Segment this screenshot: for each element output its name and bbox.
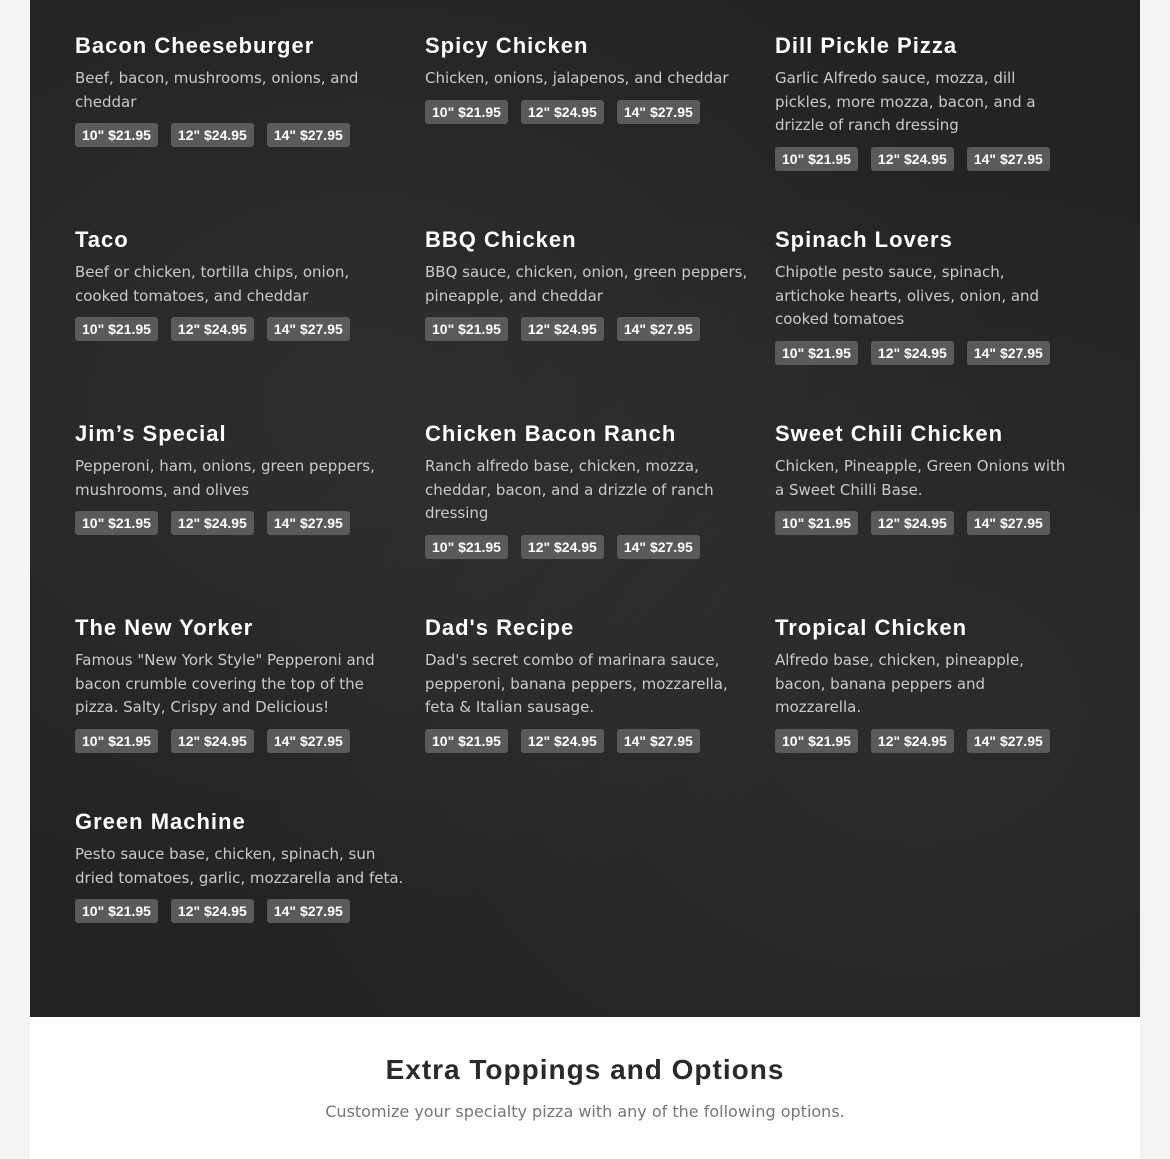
menu-item-name: Jim’s Special: [75, 421, 227, 446]
price-tag: 14" $27.95: [617, 535, 700, 559]
price-tag: 14" $27.95: [967, 147, 1050, 171]
price-tag: 10" $21.95: [425, 100, 508, 124]
menu-item-name: Chicken Bacon Ranch: [425, 421, 677, 446]
menu-item-description: Chicken, onions, jalapenos, and cheddar: [425, 69, 729, 87]
price-tag: 14" $27.95: [967, 341, 1050, 365]
price-tag: 12" $24.95: [871, 341, 954, 365]
menu-item: [75, 808, 425, 1002]
price-tag: 12" $24.95: [871, 147, 954, 171]
menu-item: [775, 32, 1095, 226]
menu-item-name: Dill Pickle Pizza: [775, 33, 958, 58]
menu-item: [75, 420, 425, 614]
price-list: [775, 511, 1075, 535]
price-tag: 14" $27.95: [617, 729, 700, 753]
menu-item-name: The New Yorker: [75, 615, 254, 640]
price-list: [75, 123, 405, 147]
page: [30, 0, 1140, 1159]
price-tag: 10" $21.95: [775, 341, 858, 365]
price-tag: 10" $21.95: [775, 729, 858, 753]
menu-item-description: Garlic Alfredo sauce, mozza, dill pickles, more mozza, bacon, and a drizzle of ranch dressing: [775, 69, 1036, 134]
price-list: [425, 535, 755, 559]
price-list: [75, 317, 405, 341]
price-tag: 14" $27.95: [267, 899, 350, 923]
price-tag: 10" $21.95: [775, 511, 858, 535]
price-list: [775, 147, 1075, 171]
menu-item-name: Taco: [75, 227, 129, 252]
price-tag: 10" $21.95: [425, 729, 508, 753]
price-list: [75, 729, 405, 753]
price-list: [75, 511, 405, 535]
price-tag: 12" $24.95: [521, 535, 604, 559]
menu-item-name: Bacon Cheeseburger: [75, 33, 315, 58]
price-tag: 12" $24.95: [521, 729, 604, 753]
price-tag: 10" $21.95: [775, 147, 858, 171]
price-tag: 10" $21.95: [75, 511, 158, 535]
menu-item-name: Sweet Chili Chicken: [775, 421, 1004, 446]
menu-item: [425, 614, 775, 808]
price-tag: 14" $27.95: [267, 317, 350, 341]
price-tag: 14" $27.95: [967, 729, 1050, 753]
extras-subtitle: Customize your specialty pizza with any of the following options.: [325, 1102, 845, 1121]
price-tag: 12" $24.95: [171, 511, 254, 535]
menu-item: [775, 614, 1095, 808]
menu-grid: [75, 32, 1095, 1002]
menu-item-description: Dad's secret combo of marinara sauce, pepperoni, banana peppers, mozzarella, feta & Italian sausage.: [425, 651, 728, 716]
price-tag: 14" $27.95: [967, 511, 1050, 535]
menu-item-description: Chipotle pesto sauce, spinach, artichoke hearts, olives, onion, and cooked tomatoes: [775, 263, 1040, 328]
price-tag: 10" $21.95: [75, 317, 158, 341]
price-tag: 14" $27.95: [617, 317, 700, 341]
menu-item-name: Green Machine: [75, 809, 246, 834]
price-tag: 12" $24.95: [871, 511, 954, 535]
price-list: [425, 100, 755, 124]
menu-item-name: Dad's Recipe: [425, 615, 575, 640]
menu-item: [75, 614, 425, 808]
menu-item-description: Alfredo base, chicken, pineapple, bacon, banana peppers and mozzarella.: [775, 651, 1024, 716]
menu-item-description: BBQ sauce, chicken, onion, green peppers, pineapple, and cheddar: [425, 263, 748, 305]
menu-item: [425, 226, 775, 420]
price-list: [425, 729, 755, 753]
price-tag: 14" $27.95: [617, 100, 700, 124]
price-tag: 10" $21.95: [75, 899, 158, 923]
price-tag: 12" $24.95: [171, 123, 254, 147]
price-tag: 14" $27.95: [267, 729, 350, 753]
price-tag: 12" $24.95: [521, 317, 604, 341]
price-tag: 10" $21.95: [425, 535, 508, 559]
price-tag: 12" $24.95: [171, 729, 254, 753]
menu-item-description: Famous "New York Style" Pepperoni and bacon crumble covering the top of the pizza. Salty, Crispy and Delicious!: [75, 651, 375, 716]
menu-item-description: Pesto sauce base, chicken, spinach, sun dried tomatoes, garlic, mozzarella and feta.: [75, 845, 404, 887]
extras-section: [30, 1017, 1140, 1159]
price-tag: 14" $27.95: [267, 123, 350, 147]
price-list: [425, 317, 755, 341]
price-tag: 12" $24.95: [171, 317, 254, 341]
menu-item-name: Spinach Lovers: [775, 227, 953, 252]
specialty-pizza-menu: [30, 0, 1140, 1017]
price-tag: 10" $21.95: [75, 729, 158, 753]
price-tag: 12" $24.95: [871, 729, 954, 753]
menu-item-name: BBQ Chicken: [425, 227, 577, 252]
price-tag: 10" $21.95: [425, 317, 508, 341]
price-list: [775, 729, 1075, 753]
menu-item-description: Pepperoni, ham, onions, green peppers, mushrooms, and olives: [75, 457, 375, 499]
price-tag: 14" $27.95: [267, 511, 350, 535]
menu-item-description: Chicken, Pineapple, Green Onions with a Sweet Chilli Base.: [775, 457, 1066, 499]
menu-item: [775, 226, 1095, 420]
menu-item-description: Ranch alfredo base, chicken, mozza, cheddar, bacon, and a drizzle of ranch dressing: [425, 457, 714, 522]
menu-item: [775, 420, 1095, 614]
menu-item-description: Beef or chicken, tortilla chips, onion, cooked tomatoes, and cheddar: [75, 263, 350, 305]
menu-item-description: Beef, bacon, mushrooms, onions, and cheddar: [75, 69, 359, 111]
price-tag: 10" $21.95: [75, 123, 158, 147]
price-list: [75, 899, 405, 923]
price-list: [775, 341, 1075, 365]
price-tag: 12" $24.95: [521, 100, 604, 124]
menu-item: [75, 226, 425, 420]
extras-title: Extra Toppings and Options: [385, 1054, 785, 1085]
menu-item: [425, 420, 775, 614]
price-tag: 12" $24.95: [171, 899, 254, 923]
menu-item-name: Tropical Chicken: [775, 615, 968, 640]
menu-item-name: Spicy Chicken: [425, 33, 589, 58]
menu-item: [75, 32, 425, 226]
menu-item: [425, 32, 775, 226]
